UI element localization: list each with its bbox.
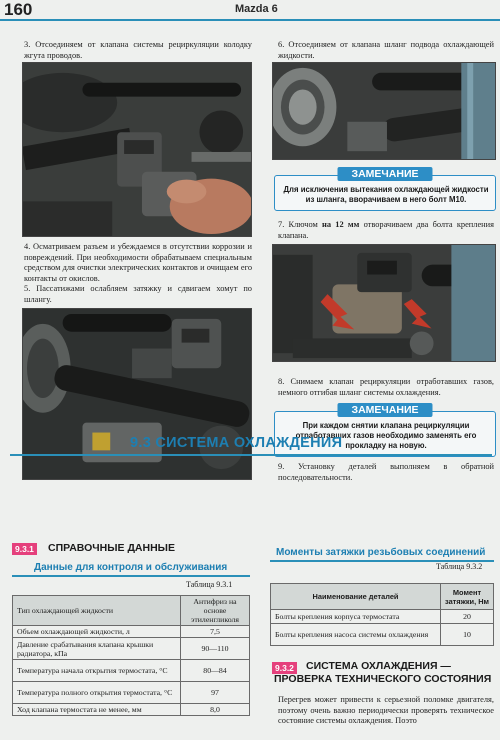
- running-title: Mazda 6: [235, 3, 278, 15]
- table-row: [13, 660, 250, 682]
- table-cell: 90—110: [181, 638, 250, 660]
- header-rule: [0, 19, 500, 21]
- table-cell: 80—84: [181, 660, 250, 682]
- step-3-text: 3. Отсоединяем от клапана системы рециркуляции колодку жгута проводов.: [24, 40, 252, 60]
- step-7-text: [278, 220, 494, 241]
- step-7-post: отворачиваем два болта крепления клапана.: [278, 220, 494, 240]
- note-text: Для исключения вытекания охлаждающей жидкости из шланга, вворачиваем в него болт М10.: [283, 185, 489, 204]
- table-cell: 20: [441, 610, 494, 624]
- step-8-text: 8. Снимаем клапан рециркуляции отработавших газов, немного отгибая шланг системы охлаждения.: [278, 377, 494, 397]
- column-header: Момент затяжки, Нм: [441, 584, 494, 610]
- step-7-bold: на 12 мм: [322, 220, 360, 229]
- photo-egr-connector: [22, 62, 252, 237]
- table-cell: Болты крепления насоса системы охлаждения: [271, 624, 441, 646]
- subsection-2-text: Перегрев может привести к серьезной поломке двигателя, поэтому очень важно периодически проверять техническое состояние системы охлаждения. Поэто: [278, 695, 494, 725]
- step-6-text: 6. Отсоединяем от клапана шланг подвода охлаждающей жидкости.: [278, 40, 494, 60]
- page-header: [0, 0, 500, 20]
- table-row: [13, 682, 250, 704]
- table-cell: Температура полного открытия термостата, °С: [13, 682, 181, 704]
- page-number: 160: [4, 0, 33, 19]
- table-heading: Данные для контроля и обслуживания: [34, 562, 228, 573]
- column-header: Наименование деталей: [271, 584, 441, 610]
- subsection-number: 9.3.1: [12, 543, 37, 555]
- table-caption: Таблица 9.3.1: [186, 580, 233, 589]
- table-cell: 7,5: [181, 626, 250, 638]
- step-4-text: 4. Осматриваем разъем и убеждаемся в отсутствии коррозии и повреждений. При необходимости обрабатываем специальным средством для очистки электрических контактов и очищаем его контакты от окислов.: [24, 242, 252, 283]
- table-cell: Антифриз на основе этиленгликоля: [181, 596, 250, 626]
- section-title: 9.3 СИСТЕМА ОХЛАЖДЕНИЯ: [130, 435, 343, 451]
- table-cell: Болты крепления корпуса термостата: [271, 610, 441, 624]
- step-5-text: 5. Пассатижами ослабляем затяжку и сдвигаем хомут по шлангу.: [24, 284, 252, 304]
- table-row: [13, 704, 250, 716]
- subsection-number-2: 9.3.2: [272, 662, 297, 674]
- photo-egr-valve-bolts: [272, 244, 496, 362]
- table-cell: Давление срабатывания клапана крышки радиатора, кПа: [13, 638, 181, 660]
- service-data-table: [12, 595, 250, 716]
- photo-coolant-hose: [272, 62, 496, 160]
- table-cell: Ход клапана термостата не менее, мм: [13, 704, 181, 716]
- note-title: ЗАМЕЧАНИЕ: [337, 167, 432, 181]
- subsection-title-2-line-2: ПРОВЕРКА ТЕХНИЧЕСКОГО СОСТОЯНИЯ: [274, 673, 492, 685]
- table-row: [13, 596, 250, 626]
- step-7-pre: 7. Ключом: [278, 220, 323, 229]
- table-row: [13, 626, 250, 638]
- torque-heading: Моменты затяжки резьбовых соединений: [276, 547, 486, 558]
- subsection-title: СПРАВОЧНЫЕ ДАННЫЕ: [48, 542, 175, 554]
- note-text: При каждом снятии клапана рециркуляции отработавших газов необходимо заменять его прокладку на новую.: [295, 421, 477, 450]
- subsection-title-2: [306, 660, 496, 673]
- table-row: [271, 624, 494, 646]
- note-title: ЗАМЕЧАНИЕ: [337, 403, 432, 417]
- table-heading-rule: [12, 575, 250, 577]
- table-cell: Температура начала открытия термостата, °С: [13, 660, 181, 682]
- table-row: [271, 610, 494, 624]
- table-cell: Объем охлаждающей жидкости, л: [13, 626, 181, 638]
- torque-table: [270, 583, 494, 646]
- step-9-text: 9. Установку деталей выполняем в обратной последовательности.: [278, 462, 494, 482]
- table-cell: Тип охлаждающей жидкости: [13, 596, 181, 626]
- torque-caption: Таблица 9.3.2: [436, 562, 483, 571]
- table-cell: 10: [441, 624, 494, 646]
- table-cell: 8,0: [181, 704, 250, 716]
- table-header-row: [271, 584, 494, 610]
- section-rule: [10, 454, 492, 456]
- subsection-title-line-1: СИСТЕМА ОХЛАЖДЕНИЯ —: [306, 660, 451, 672]
- note-coolant-leak: [274, 168, 496, 211]
- table-cell: 97: [181, 682, 250, 704]
- table-row: [13, 638, 250, 660]
